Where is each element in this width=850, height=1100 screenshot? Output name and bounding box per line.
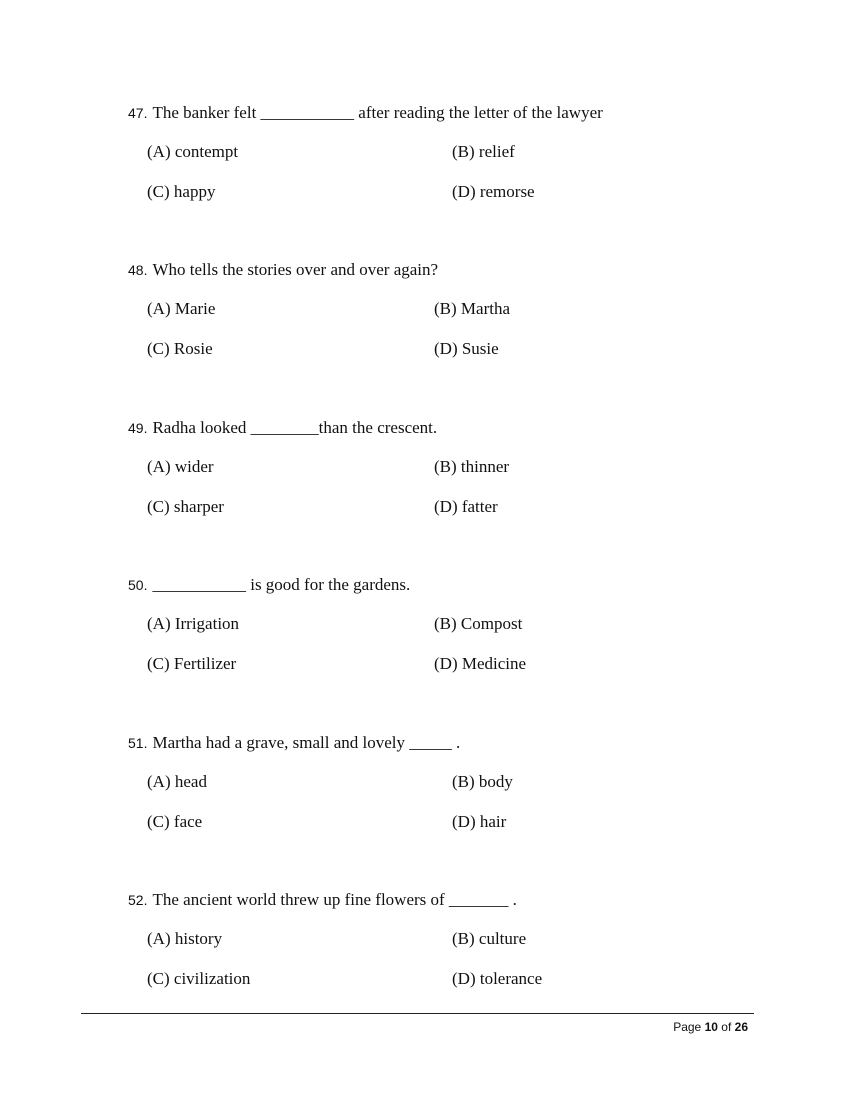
option-b: (B) Compost (434, 614, 523, 633)
question-stem (128, 733, 460, 753)
page-number-footer (673, 1019, 748, 1035)
question-52 (0, 890, 850, 1010)
question-47 (0, 103, 850, 223)
option-b: (B) body (452, 772, 513, 791)
question-text: The banker felt ___________ after reading the letter of the lawyer (152, 103, 603, 122)
option-c: (C) Fertilizer (147, 654, 237, 673)
question-number: 48. (128, 262, 148, 278)
question-text: Martha had a grave, small and lovely _____ . (152, 733, 461, 752)
option-d: (D) Medicine (434, 654, 527, 673)
option-c: (C) face (147, 812, 203, 831)
option-a: (A) head (147, 772, 207, 791)
question-text: Who tells the stories over and over again? (152, 260, 439, 279)
question-50 (0, 575, 850, 695)
option-c: (C) sharper (147, 497, 224, 516)
footer-divider (81, 1013, 754, 1014)
question-number: 47. (128, 105, 148, 121)
page-label: Page (673, 1020, 702, 1034)
of-label: of (721, 1020, 732, 1034)
question-49 (0, 418, 850, 538)
question-number: 52. (128, 892, 148, 908)
option-d: (D) hair (452, 812, 507, 831)
question-51 (0, 733, 850, 853)
question-number: 51. (128, 735, 148, 751)
question-48 (0, 260, 850, 380)
total-pages: 26 (734, 1020, 748, 1034)
question-stem (128, 575, 410, 595)
question-stem (128, 418, 437, 438)
option-a: (A) wider (147, 457, 214, 476)
option-d: (D) Susie (434, 339, 499, 358)
question-text: Radha looked ________than the crescent. (152, 418, 438, 437)
question-text: The ancient world threw up fine flowers of _______ . (152, 890, 517, 909)
question-stem (128, 103, 603, 123)
question-number: 50. (128, 577, 148, 593)
option-b: (B) Martha (434, 299, 511, 318)
option-d: (D) fatter (434, 497, 498, 516)
option-c: (C) civilization (147, 969, 251, 988)
option-b: (B) culture (452, 929, 527, 948)
option-b: (B) relief (452, 142, 515, 161)
option-a: (A) Irrigation (147, 614, 240, 633)
option-b: (B) thinner (434, 457, 510, 476)
option-d: (D) tolerance (452, 969, 543, 988)
option-a: (A) history (147, 929, 223, 948)
current-page: 10 (704, 1020, 718, 1034)
option-c: (C) Rosie (147, 339, 213, 358)
question-number: 49. (128, 420, 148, 436)
option-a: (A) Marie (147, 299, 216, 318)
option-c: (C) happy (147, 182, 216, 201)
option-d: (D) remorse (452, 182, 535, 201)
question-stem (128, 890, 517, 910)
question-stem (128, 260, 438, 280)
option-a: (A) contempt (147, 142, 239, 161)
question-text: ___________ is good for the gardens. (152, 575, 411, 594)
